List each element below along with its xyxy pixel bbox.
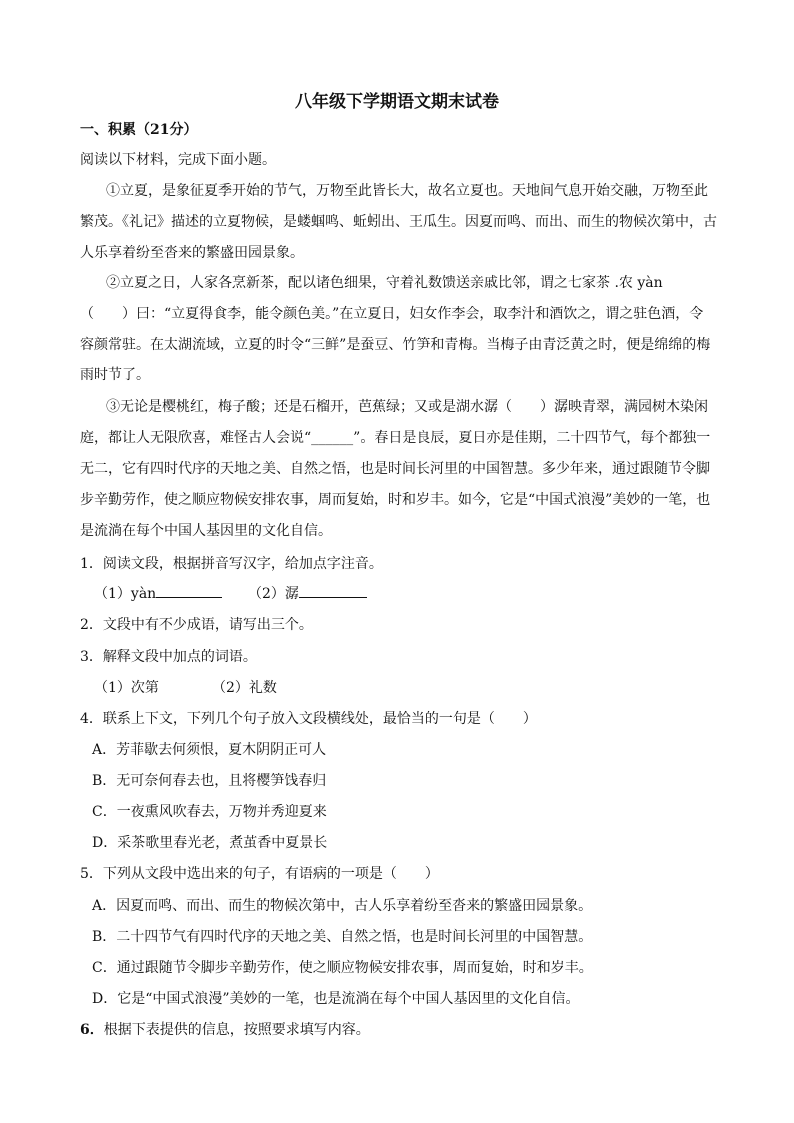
question-1-stem: 1．阅读文段，根据拼音写汉字，给加点字注音。	[80, 556, 383, 572]
item-label: （1）yàn	[94, 586, 157, 602]
answer-blank[interactable]	[156, 584, 222, 598]
passage-line: 容颜常驻。在太湖流域，立夏的时令“三鲜”是蚕豆、竹笋和青梅。当梅子由青泛黄之时，便是绵绵的梅	[80, 337, 711, 353]
answer-blank[interactable]	[299, 584, 367, 598]
passage-line: 步辛勤劳作，使之顺应物候安排农事，周而复始，时和岁丰。如今，它是“中国式浪漫”美妙的一笔，也	[80, 492, 711, 508]
question-1-item-a	[94, 583, 222, 603]
option-c[interactable]: C．一夜熏风吹春去，万物并秀迎夏来	[92, 804, 327, 820]
question-5-stem: 5．下列从文段中选出来的句子，有语病的一项是（ ）	[80, 866, 439, 882]
question-text: 根据下表提供的信息，按照要求填写内容。	[103, 1022, 370, 1038]
question-number: 6．	[80, 1022, 104, 1038]
item-label: （2）潺	[248, 586, 299, 602]
option-a[interactable]: A．因夏而鸣、而出、而生的物候次第中，古人乐享着纷至沓来的繁盛田园景象。	[92, 898, 593, 914]
option-c[interactable]: C．通过跟随节令脚步辛勤劳作，使之顺应物候安排农事，周而复始，时和岁丰。	[92, 960, 593, 976]
exam-title: 八年级下学期语文期末试卷	[295, 92, 499, 112]
passage-line: 庭，都让人无限欣喜，难怪古人会说“______”。春日是良辰，夏日亦是佳期，二十四节气，每个都独一	[80, 430, 711, 446]
passage-line: 无二，它有四时代序的天地之美、自然之悟，也是时间长河里的中国智慧。多少年来，通过跟随节令脚	[80, 461, 710, 477]
question-3-item-b: （2）礼数	[212, 680, 277, 696]
question-3-stem: 3．解释文段中加点的词语。	[80, 649, 257, 665]
option-b[interactable]: B．二十四节气有四时代序的天地之美、自然之悟，也是时间长河里的中国智慧。	[92, 929, 593, 945]
option-d[interactable]: D．采茶歌里春光老，煮茧香中夏景长	[92, 835, 328, 851]
question-2-stem: 2．文段中有不少成语，请写出三个。	[80, 617, 313, 633]
question-3-item-a: （1）次第	[94, 680, 159, 696]
passage-line: ②立夏之日，人家各烹新茶，配以诸色细果，守着礼数馈送亲戚比邻，谓之七家茶 .农 yàn	[106, 275, 663, 291]
passage-line: ③无论是樱桃红，梅子酸；还是石榴开，芭蕉绿；又或是湖水潺（ ）潺映青翠，满园树木染闲	[106, 399, 708, 415]
passage-line: 繁茂。《礼记》描述的立夏物候，是蝼蝈鸣、蚯蚓出、王瓜生。因夏而鸣、而出、而生的物候次第中，古	[80, 214, 717, 230]
passage-line: 雨时节了。	[80, 367, 150, 383]
passage-line: 人乐享着纷至沓来的繁盛田园景象。	[80, 245, 304, 261]
question-6-stem	[80, 1019, 370, 1039]
question-1-item-b	[248, 583, 367, 603]
section-heading: 一、积累（21分）	[80, 122, 198, 138]
option-a[interactable]: A．芳菲歇去何须恨，夏木阴阴正可人	[92, 742, 327, 758]
question-4-stem: 4．联系上下文，下列几个句子放入文段横线处，最恰当的一句是（ ）	[80, 711, 537, 727]
passage-line: 是流淌在每个中国人基因里的文化自信。	[80, 523, 332, 539]
reading-instruction: 阅读以下材料，完成下面小题。	[80, 152, 276, 168]
option-b[interactable]: B．无可奈何春去也，且将樱笋饯春归	[92, 773, 327, 789]
passage-line: （ ）曰：“立夏得食李，能令颜色美。”在立夏日，妇女作李会，取李汁和酒饮之，谓之驻色酒，令	[80, 306, 704, 322]
passage-line: ①立夏，是象征夏季开始的节气，万物至此皆长大，故名立夏也。天地间气息开始交融，万物至此	[106, 183, 708, 199]
option-d[interactable]: D．它是“中国式浪漫”美妙的一笔，也是流淌在每个中国人基因里的文化自信。	[92, 991, 580, 1007]
